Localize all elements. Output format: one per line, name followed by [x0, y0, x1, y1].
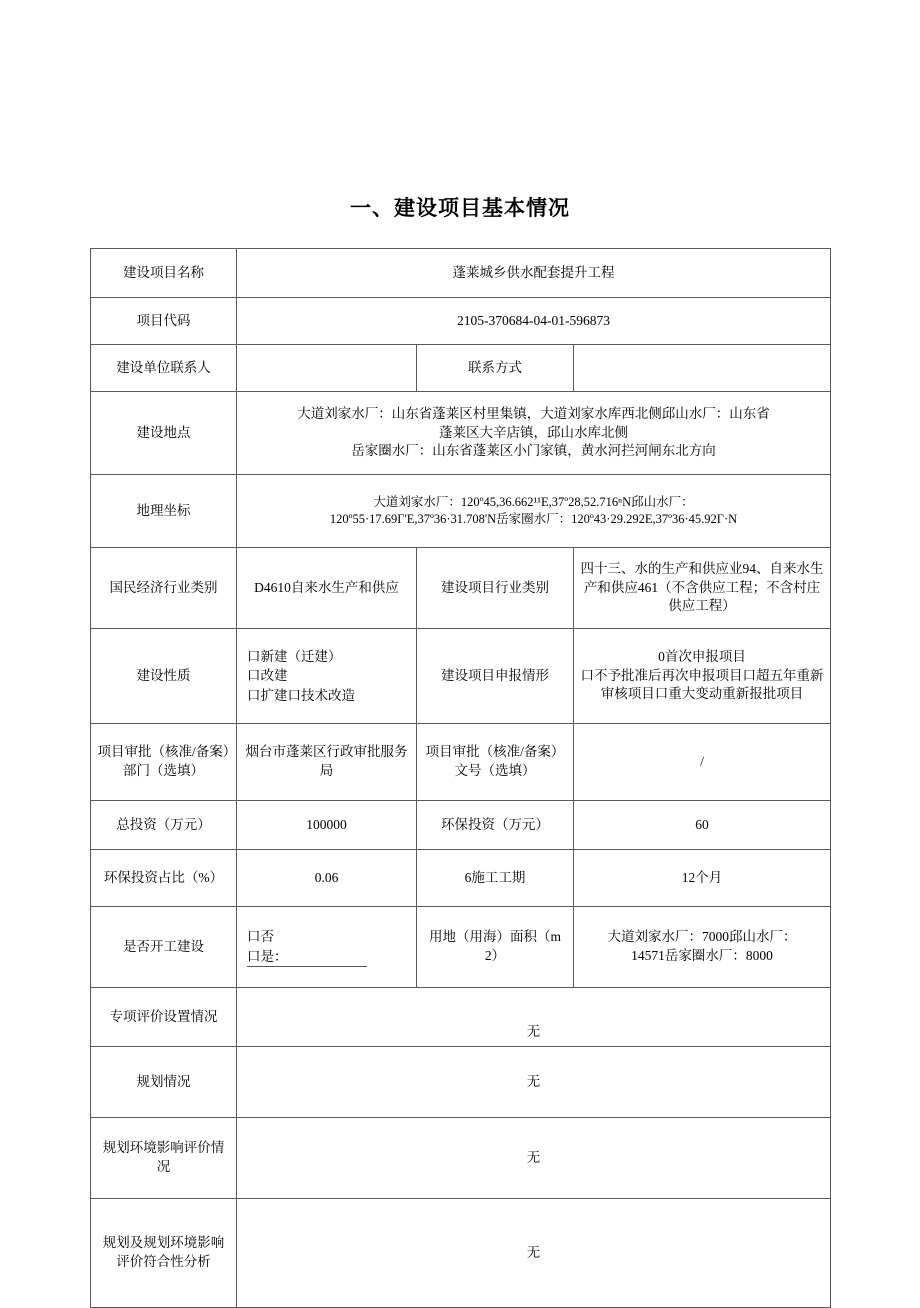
label-special-evaluation: 专项评价设置情况: [91, 988, 237, 1047]
label-approval-department: 项目审批（核准/备案）部门（选填）: [91, 724, 237, 801]
value-project-industry-category: 四十三、水的生产和供应业94、自来水生产和供应461（不含供应工程；不含村庄供应工程）: [574, 548, 831, 629]
label-env-investment-ratio: 环保投资占比（%）: [91, 850, 237, 907]
label-contact-method: 联系方式: [417, 345, 574, 392]
label-construction-started: 是否开工建设: [91, 907, 237, 988]
label-declaration-situation: 建设项目申报情形: [417, 629, 574, 724]
table-row-coordinates: [91, 475, 831, 548]
land-area-line-1: 大道刘家水厂：7000邱山水厂：: [607, 929, 797, 945]
table-row-contact: [91, 345, 831, 392]
table-row-industry-category: [91, 548, 831, 629]
checkbox-rebuild[interactable]: 口改建: [247, 668, 288, 684]
location-line-3: 岳家圈水厂：山东省蓬莱区小门家镇，黄水河拦河闸东北方向: [351, 443, 716, 459]
started-date-input[interactable]: [247, 966, 367, 967]
table-row-construction-nature: [91, 629, 831, 724]
coordinates-line-2: 120º55·17.69Γ'E,37º36·31.708'N岳家圈水厂：120º43·29.292E,37º36·45.92Γ·N: [329, 512, 738, 526]
value-contact-method: [574, 345, 831, 392]
table-row-planning-eia: [91, 1118, 831, 1199]
table-row-construction-started: [91, 907, 831, 988]
construction-nature-options: [237, 629, 417, 724]
coordinates-line-1: 大道刘家水厂：120º45,36.662¹¹E,37º28,52.716ⁿN邱山水厂：: [373, 494, 694, 509]
table-row-planning-consistency: [91, 1199, 831, 1308]
table-row-approval-department: [91, 724, 831, 801]
value-env-investment: 60: [574, 801, 831, 850]
checkbox-started[interactable]: [243, 947, 410, 968]
value-planning-eia: 无: [237, 1118, 831, 1199]
table-row-special-evaluation: [91, 988, 831, 1047]
label-total-investment: 总投资（万元）: [91, 801, 237, 850]
value-declaration-situation: [574, 629, 831, 724]
value-location: [237, 392, 831, 475]
table-row-project-name: [91, 249, 831, 298]
label-national-industry-category: 国民经济行业类别: [91, 548, 237, 629]
value-construction-period: 12个月: [574, 850, 831, 907]
value-planning: 无: [237, 1047, 831, 1118]
checkbox-not-started[interactable]: 口否: [247, 928, 274, 944]
label-construction-nature: 建设性质: [91, 629, 237, 724]
location-line-2: 蓬莱区大辛店镇，邱山水库北侧: [439, 424, 628, 440]
land-area-line-2: 14571岳家圈水厂：8000: [631, 948, 773, 963]
table-row-planning: [91, 1047, 831, 1118]
value-total-investment: 100000: [237, 801, 417, 850]
value-approval-document-number: /: [574, 724, 831, 801]
label-project-industry-category: 建设项目行业类别: [417, 548, 574, 629]
value-special-evaluation: 无: [237, 988, 831, 1047]
page-title: 一、建设项目基本情况: [350, 197, 570, 220]
label-approval-document-number: 项目审批（核准/备案）文号（选填）: [417, 724, 574, 801]
checkbox-started-label: 口是：: [247, 948, 288, 964]
label-construction-period: 6施工工期: [417, 850, 574, 907]
label-location: 建设地点: [91, 392, 237, 475]
value-contact-person: [237, 345, 417, 392]
value-land-area: [574, 907, 831, 988]
table-row-investment: [91, 801, 831, 850]
label-coordinates: 地理坐标: [91, 475, 237, 548]
label-planning-eia: 规划环境影响评价情况: [91, 1118, 237, 1199]
label-contact-person: 建设单位联系人: [91, 345, 237, 392]
value-planning-consistency: 无: [237, 1199, 831, 1308]
declaration-first-time[interactable]: 0首次申报项目: [658, 648, 746, 664]
label-land-area: 用地（用海）面积（m2）: [417, 907, 574, 988]
value-env-investment-ratio: 0.06: [237, 850, 417, 907]
label-planning: 规划情况: [91, 1047, 237, 1118]
value-national-industry-category: D4610自来水生产和供应: [237, 548, 417, 629]
table-row-env-investment-ratio: [91, 850, 831, 907]
checkbox-new-build[interactable]: 口新建（迁建）: [247, 648, 342, 664]
project-basic-info-table: [90, 248, 831, 1308]
construction-started-options: [237, 907, 417, 988]
declaration-other-options[interactable]: 口不予批准后再次申报项目口超五年重新审核项目口重大变动重新报批项目: [580, 667, 824, 702]
value-approval-department: 烟台市蓬莱区行政审批服务局: [237, 724, 417, 801]
label-env-investment: 环保投资（万元）: [417, 801, 574, 850]
value-project-code: 2105-370684-04-01-596873: [237, 298, 831, 345]
checkbox-expand-tech-upgrade[interactable]: 口扩建口技术改造: [247, 687, 355, 703]
label-project-name: 建设项目名称: [91, 249, 237, 298]
table-row-location: [91, 392, 831, 475]
table-row-project-code: [91, 298, 831, 345]
label-project-code: 项目代码: [91, 298, 237, 345]
label-planning-consistency: 规划及规划环境影响评价符合性分析: [91, 1199, 237, 1308]
value-coordinates: [237, 475, 831, 548]
location-line-1: 大道刘家水厂：山东省蓬莱区村里集镇，大道刘家水库西北侧邱山水厂：山东省: [297, 405, 770, 421]
value-project-name: 蓬莱城乡供水配套提升工程: [237, 249, 831, 298]
